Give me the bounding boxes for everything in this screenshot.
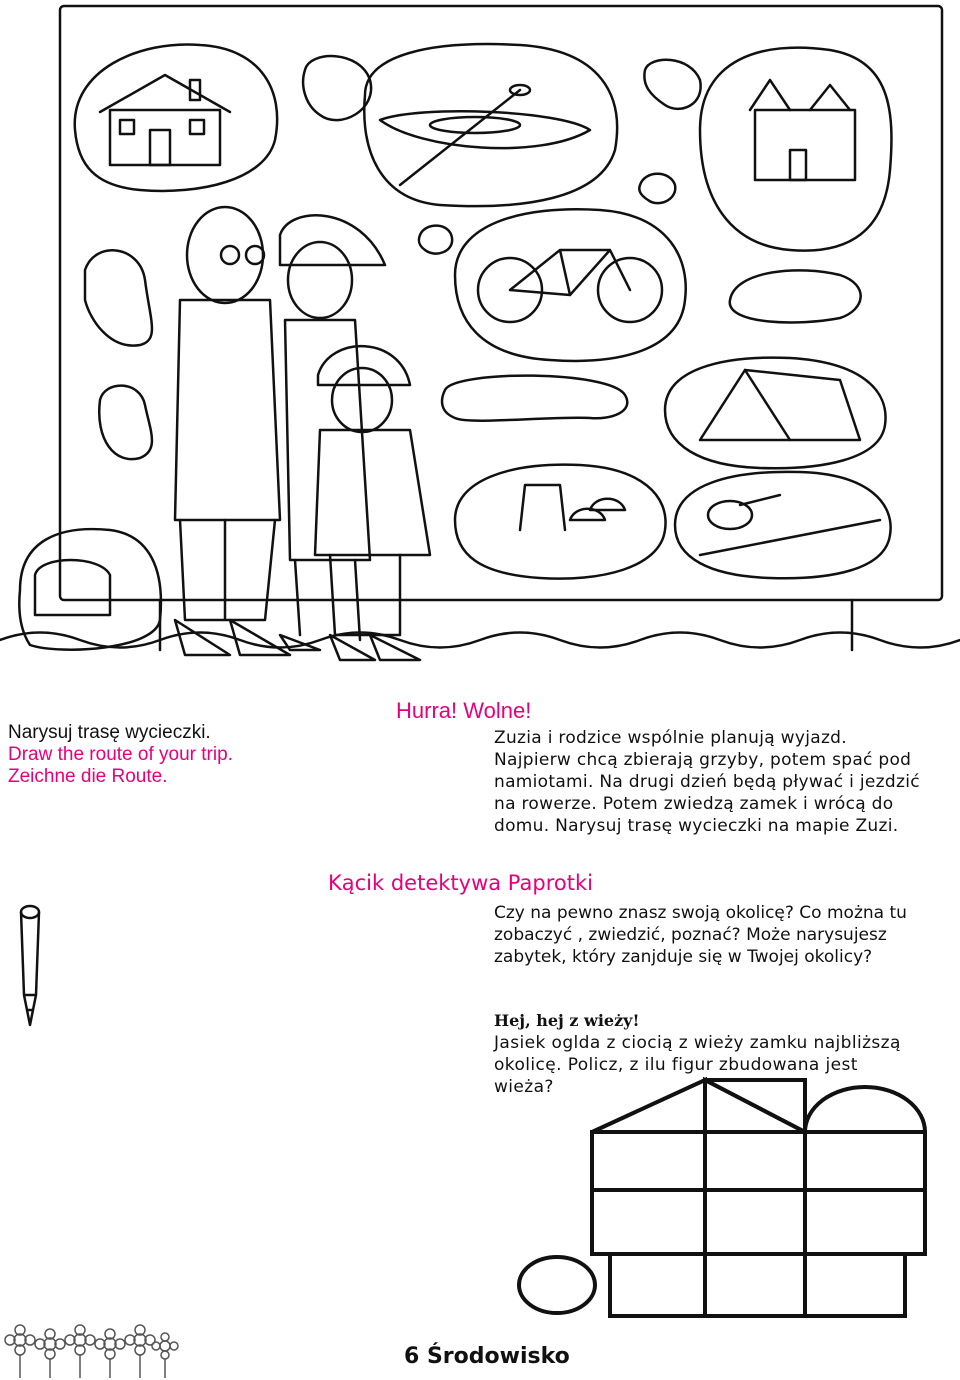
father-figure xyxy=(175,207,290,655)
house-bubble xyxy=(75,44,277,190)
castle-bubble xyxy=(700,48,891,251)
oval xyxy=(519,1257,595,1313)
section1-text xyxy=(494,727,954,837)
rectangle xyxy=(705,1132,805,1190)
girl-figure xyxy=(315,346,430,660)
rectangle xyxy=(805,1132,925,1190)
trip-instructions xyxy=(8,722,233,788)
section1-line: Zuzia i rodzice wspólnie planują wyjazd. xyxy=(494,728,847,748)
section3-line: wieża? xyxy=(494,1077,554,1097)
pencil-icon xyxy=(10,900,50,1030)
rectangle xyxy=(705,1190,805,1254)
section1-line: na rowerze. Potem zwiedzą zamek i wrócą do xyxy=(494,794,894,814)
roof-triangle xyxy=(592,1080,705,1132)
tower-shapes-puzzle xyxy=(500,1070,960,1340)
tent-bubble xyxy=(665,358,886,469)
rectangle xyxy=(610,1254,705,1316)
flower-border-decoration xyxy=(0,1320,180,1380)
rectangle xyxy=(805,1254,905,1316)
fishing-bubble xyxy=(675,472,891,578)
section2-text xyxy=(494,902,954,968)
instruction-pl: Narysuj trasę wycieczki. xyxy=(8,722,211,743)
instruction-en: Draw the route of your trip. xyxy=(8,744,233,765)
page-footer: 6 Środowisko xyxy=(404,1344,570,1369)
section1-line: namiotami. Na drugi dzień będą pływać i jezdzić xyxy=(494,772,920,792)
section3-line: Jasiek oglda z ciocią z wieży zamku najbliższą xyxy=(494,1033,901,1053)
section2-title: Kącik detektywa Paprotki xyxy=(328,871,593,895)
mushroom-bubble xyxy=(455,465,666,579)
rectangle xyxy=(592,1190,705,1254)
section2-line: zobaczyć , zwiedzić, poznać? Może narysujesz xyxy=(494,925,887,945)
roof-triangle xyxy=(705,1080,805,1132)
instruction-de: Zeichne die Route. xyxy=(8,766,168,787)
section2-line: zabytek, który zanjduje się w Twojej okolicy? xyxy=(494,947,873,967)
section3-line: okolicę. Policz, z ilu figur zbudowana jest xyxy=(494,1055,858,1075)
section1-title: Hurra! Wolne! xyxy=(396,698,532,723)
rectangle xyxy=(705,1254,805,1316)
boat-bubble xyxy=(364,44,617,206)
section1-line: domu. Narysuj trasę wycieczki na mapie Zuzi. xyxy=(494,816,899,836)
section3-heading: Hej, hej z wieży! xyxy=(494,1011,640,1030)
rectangle xyxy=(592,1132,705,1190)
section2-line: Czy na pewno znasz swoją okolicę? Co można tu xyxy=(494,903,907,923)
rectangle xyxy=(805,1190,925,1254)
semicircle xyxy=(805,1087,925,1132)
section1-line: Najpierw chcą zbierają grzyby, potem spać pod xyxy=(494,750,912,770)
bicycle-bubble xyxy=(455,209,686,361)
